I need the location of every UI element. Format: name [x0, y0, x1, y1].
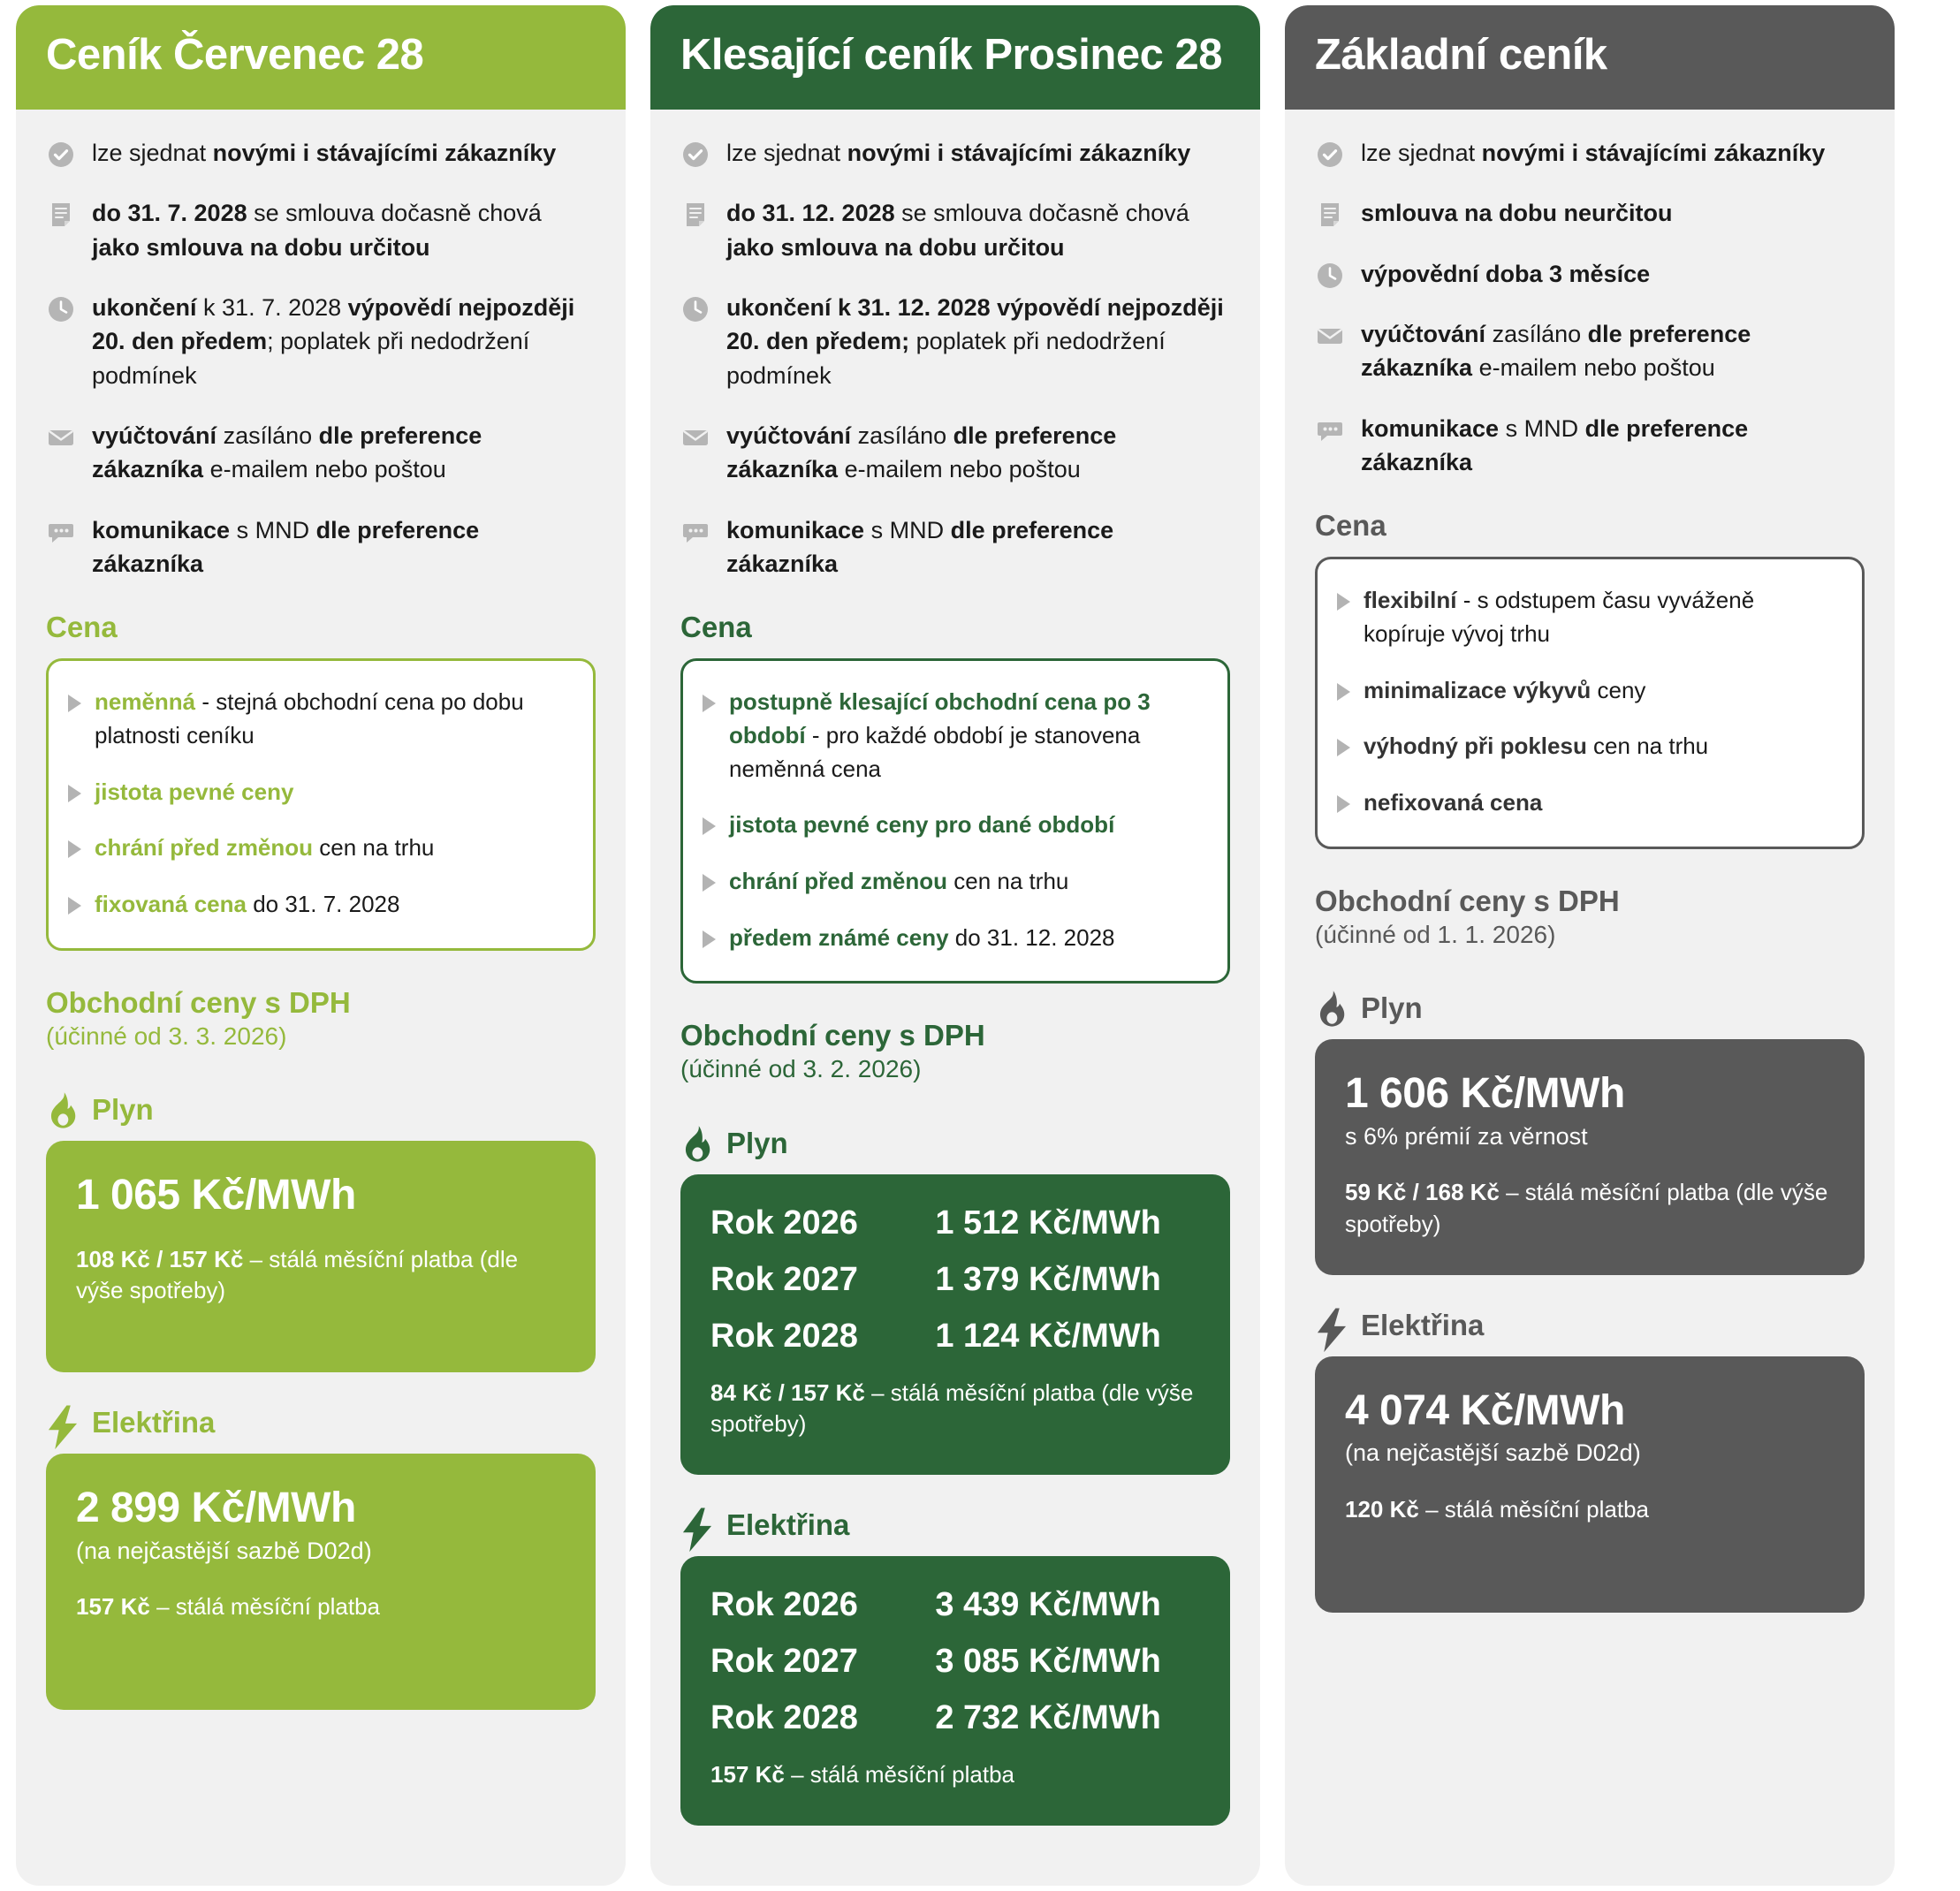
- gas-year-price-table: [710, 1206, 1200, 1353]
- commercial-prices-effective-date: (účinné od 1. 1. 2026): [1315, 920, 1556, 948]
- check-circle-icon: [1315, 140, 1345, 170]
- price-feature-item: [1337, 674, 1835, 708]
- bolt-icon: [680, 1507, 714, 1544]
- gas-price-card: [46, 1141, 596, 1372]
- gas-label: Plyn: [726, 1126, 788, 1159]
- check-circle-icon: [46, 140, 76, 170]
- price-feature-item: [703, 865, 1201, 899]
- price-feature-item: [68, 776, 566, 809]
- feature-text: výpovědní doba 3 měsíce: [1361, 260, 1651, 287]
- feature-text: vyúčtování zasíláno dle preference zákazníka e-mailem nebo poštou: [1361, 320, 1751, 382]
- gas-label: Plyn: [92, 1093, 154, 1127]
- bolt-icon: [46, 1404, 80, 1441]
- price-feature-item: [703, 809, 1201, 842]
- feature-list: [46, 136, 596, 581]
- feature-item: [1315, 317, 1865, 385]
- clock-icon: [1315, 261, 1345, 291]
- price-feature-text: předem známé ceny do 31. 12. 2028: [729, 923, 1115, 951]
- flame-icon: [46, 1091, 80, 1128]
- gas-main-price: 1 065 Kč/MWh: [76, 1172, 356, 1219]
- price-feature-item: [703, 922, 1201, 955]
- year-label: Rok 2026: [710, 1585, 858, 1623]
- price-feature-item: [1337, 584, 1835, 650]
- price-feature-text: jistota pevné ceny pro dané období: [729, 811, 1115, 839]
- column-header: [16, 5, 626, 110]
- price-section-label: Cena: [680, 611, 752, 644]
- commercial-prices-title: Obchodní ceny s DPH: [1315, 884, 1620, 917]
- feature-item: [1315, 196, 1865, 230]
- clock-icon: [680, 294, 710, 324]
- clock-icon: [46, 294, 76, 324]
- flame-icon: [680, 1125, 714, 1162]
- triangle-bullet-icon: [1337, 795, 1351, 813]
- envelope-icon: [680, 422, 710, 452]
- price-features-box: [1315, 557, 1865, 848]
- price-section-label: Cena: [46, 611, 118, 644]
- year-label: Rok 2028: [710, 1317, 858, 1355]
- price-feature-item: [1337, 786, 1835, 820]
- column-body: [16, 110, 626, 1886]
- feature-item: [46, 291, 596, 392]
- commercial-prices-heading: [46, 986, 596, 1052]
- feature-item: [46, 419, 596, 487]
- price-feature-item: [68, 686, 566, 752]
- pricing-column: [1285, 5, 1895, 1886]
- document-icon: [1315, 200, 1345, 230]
- pricing-column: [16, 5, 626, 1886]
- price-feature-text: fixovaná cena do 31. 7. 2028: [95, 891, 400, 918]
- bolt-icon: [1315, 1307, 1348, 1344]
- triangle-bullet-icon: [1337, 683, 1351, 701]
- electricity-heading: [680, 1507, 1230, 1544]
- electricity-price-card: [46, 1454, 596, 1710]
- triangle-bullet-icon: [68, 785, 82, 802]
- electricity-price-card: [1315, 1356, 1865, 1613]
- feature-text: komunikace s MND dle preference zákazníka: [1361, 414, 1749, 475]
- year-label: Rok 2026: [710, 1204, 858, 1242]
- year-label: Rok 2027: [710, 1642, 858, 1680]
- commercial-prices-title: Obchodní ceny s DPH: [680, 1019, 985, 1052]
- electricity-monthly-fee: 157 Kč – stálá měsíční platba: [710, 1760, 1014, 1788]
- commercial-prices-effective-date: (účinné od 3. 3. 2026): [46, 1021, 287, 1050]
- commercial-prices-effective-date: (účinné od 3. 2. 2026): [680, 1055, 922, 1083]
- chat-icon: [1315, 415, 1345, 445]
- electricity-price-note: (na nejčastější sazbě D02d): [76, 1537, 372, 1564]
- price-feature-text: výhodný při poklesu cen na trhu: [1364, 733, 1709, 760]
- price-features-box: [46, 658, 596, 950]
- price-feature-text: chrání před změnou cen na trhu: [729, 868, 1069, 895]
- feature-item: [680, 196, 1230, 264]
- gas-heading: [46, 1091, 596, 1128]
- column-spacer: [680, 1826, 1230, 1856]
- gas-heading: [680, 1125, 1230, 1162]
- price-feature-text: jistota pevné ceny: [95, 778, 294, 805]
- feature-item: [1315, 412, 1865, 480]
- feature-item: [1315, 257, 1865, 291]
- table-row: [710, 1263, 1200, 1319]
- price-section-label: Cena: [1315, 509, 1386, 543]
- feature-text: do 31. 7. 2028 se smlouva dočasně chová jako smlouva na dobu určitou: [92, 200, 542, 261]
- year-price-value: 3 085 Kč/MWh: [935, 1642, 1161, 1680]
- feature-item: [680, 513, 1230, 581]
- electricity-label: Elektřina: [92, 1406, 216, 1439]
- feature-text: komunikace s MND dle preference zákazníka: [726, 516, 1114, 577]
- table-row: [710, 1319, 1200, 1353]
- column-body: [1285, 110, 1895, 1886]
- column-title: Ceník Červenec 28: [46, 31, 424, 80]
- chat-icon: [680, 517, 710, 547]
- electricity-main-price: 4 074 Kč/MWh: [1345, 1386, 1625, 1434]
- triangle-bullet-icon: [68, 840, 82, 858]
- table-row: [710, 1644, 1200, 1701]
- document-icon: [46, 200, 76, 230]
- electricity-label: Elektřina: [726, 1507, 850, 1541]
- price-features-box: [680, 658, 1230, 983]
- feature-text: lze sjednat novými i stávajícími zákazníky: [726, 140, 1191, 166]
- gas-monthly-fee: 108 Kč / 157 Kč – stálá měsíční platba (dle výše spotřeby): [76, 1245, 519, 1303]
- electricity-label: Elektřina: [1361, 1308, 1485, 1341]
- column-title: Základní ceník: [1315, 31, 1607, 80]
- column-spacer: [1315, 1613, 1865, 1856]
- year-price-value: 1 379 Kč/MWh: [935, 1260, 1161, 1298]
- feature-text: vyúčtování zasíláno dle preference zákazníka e-mailem nebo poštou: [726, 421, 1117, 483]
- gas-price-note: s 6% prémií za věrnost: [1345, 1122, 1588, 1150]
- year-label: Rok 2028: [710, 1698, 858, 1736]
- triangle-bullet-icon: [1337, 593, 1351, 611]
- commercial-prices-heading: [680, 1019, 1230, 1085]
- triangle-bullet-icon: [68, 695, 82, 712]
- gas-monthly-fee: 84 Kč / 157 Kč – stálá měsíční platba (dle výše spotřeby): [710, 1378, 1194, 1437]
- feature-text: komunikace s MND dle preference zákazníka: [92, 516, 480, 577]
- column-header: [650, 5, 1260, 110]
- price-feature-item: [68, 888, 566, 922]
- electricity-monthly-fee: 157 Kč – stálá měsíční platba: [76, 1593, 380, 1621]
- feature-item: [680, 419, 1230, 487]
- check-circle-icon: [680, 140, 710, 170]
- pricing-column: [650, 5, 1260, 1886]
- column-spacer: [46, 1710, 596, 1856]
- column-title: Klesající ceník Prosinec 28: [680, 31, 1222, 80]
- year-price-value: 1 124 Kč/MWh: [935, 1317, 1161, 1355]
- table-row: [710, 1206, 1200, 1263]
- gas-price-card: [1315, 1039, 1865, 1275]
- electricity-year-price-table: [710, 1585, 1200, 1736]
- price-feature-text: nefixovaná cena: [1364, 789, 1543, 816]
- feature-text: vyúčtování zasíláno dle preference zákazníka e-mailem nebo poštou: [92, 421, 482, 483]
- gas-main-price: 1 606 Kč/MWh: [1345, 1070, 1625, 1118]
- gas-monthly-fee: 59 Kč / 168 Kč – stálá měsíční platba (dle výše spotřeby): [1345, 1179, 1828, 1237]
- feature-item: [680, 291, 1230, 392]
- feature-list: [680, 136, 1230, 581]
- document-icon: [680, 200, 710, 230]
- gas-heading: [1315, 990, 1865, 1027]
- electricity-monthly-fee: 120 Kč – stálá měsíční platba: [1345, 1496, 1649, 1523]
- feature-item: [46, 196, 596, 264]
- price-feature-text: postupně klesající obchodní cena po 3 období - pro každé období je stanovena neměnná cena: [729, 688, 1151, 782]
- feature-text: lze sjednat novými i stávajícími zákazníky: [92, 140, 557, 166]
- flame-icon: [1315, 990, 1348, 1027]
- electricity-heading: [1315, 1307, 1865, 1344]
- price-feature-item: [68, 832, 566, 865]
- gas-label: Plyn: [1361, 991, 1423, 1025]
- feature-item: [46, 136, 596, 170]
- feature-item: [680, 136, 1230, 170]
- price-feature-item: [703, 686, 1201, 786]
- commercial-prices-heading: [1315, 885, 1865, 951]
- year-price-value: 3 439 Kč/MWh: [935, 1585, 1161, 1623]
- price-feature-text: chrání před změnou cen na trhu: [95, 834, 435, 862]
- table-row: [710, 1701, 1200, 1735]
- chat-icon: [46, 517, 76, 547]
- triangle-bullet-icon: [703, 874, 717, 892]
- triangle-bullet-icon: [703, 930, 717, 948]
- gas-price-card: [680, 1174, 1230, 1475]
- envelope-icon: [1315, 321, 1345, 351]
- price-feature-item: [1337, 730, 1835, 763]
- commercial-prices-title: Obchodní ceny s DPH: [46, 985, 351, 1019]
- electricity-price-note: (na nejčastější sazbě D02d): [1345, 1439, 1641, 1467]
- column-body: [650, 110, 1260, 1886]
- feature-text: ukončení k 31. 12. 2028 výpovědí nejpozději 20. den předem; poplatek při nedodržení podmínek: [726, 293, 1224, 389]
- feature-item: [1315, 136, 1865, 170]
- year-price-value: 2 732 Kč/MWh: [935, 1698, 1161, 1736]
- electricity-price-card: [680, 1556, 1230, 1826]
- triangle-bullet-icon: [1337, 739, 1351, 756]
- triangle-bullet-icon: [703, 695, 717, 712]
- price-feature-text: minimalizace výkyvů ceny: [1364, 676, 1646, 703]
- electricity-main-price: 2 899 Kč/MWh: [76, 1485, 356, 1532]
- feature-text: do 31. 12. 2028 se smlouva dočasně chová jako smlouva na dobu určitou: [726, 200, 1189, 261]
- triangle-bullet-icon: [703, 817, 717, 835]
- price-feature-text: neměnná - stejná obchodní cena po dobu platnosti ceníku: [95, 688, 524, 748]
- price-feature-text: flexibilní - s odstupem času vyváženě kopíruje vývoj trhu: [1364, 587, 1755, 647]
- envelope-icon: [46, 422, 76, 452]
- electricity-heading: [46, 1404, 596, 1441]
- table-row: [710, 1588, 1200, 1644]
- triangle-bullet-icon: [68, 897, 82, 915]
- feature-item: [46, 513, 596, 581]
- feature-text: smlouva na dobu neurčitou: [1361, 200, 1673, 227]
- feature-text: lze sjednat novými i stávajícími zákazníky: [1361, 140, 1826, 166]
- feature-list: [1315, 136, 1865, 479]
- feature-text: ukončení k 31. 7. 2028 výpovědí nejpozději 20. den předem; poplatek při nedodržení podmínek: [92, 293, 575, 389]
- year-price-value: 1 512 Kč/MWh: [935, 1204, 1161, 1242]
- year-label: Rok 2027: [710, 1260, 858, 1298]
- column-header: [1285, 5, 1895, 110]
